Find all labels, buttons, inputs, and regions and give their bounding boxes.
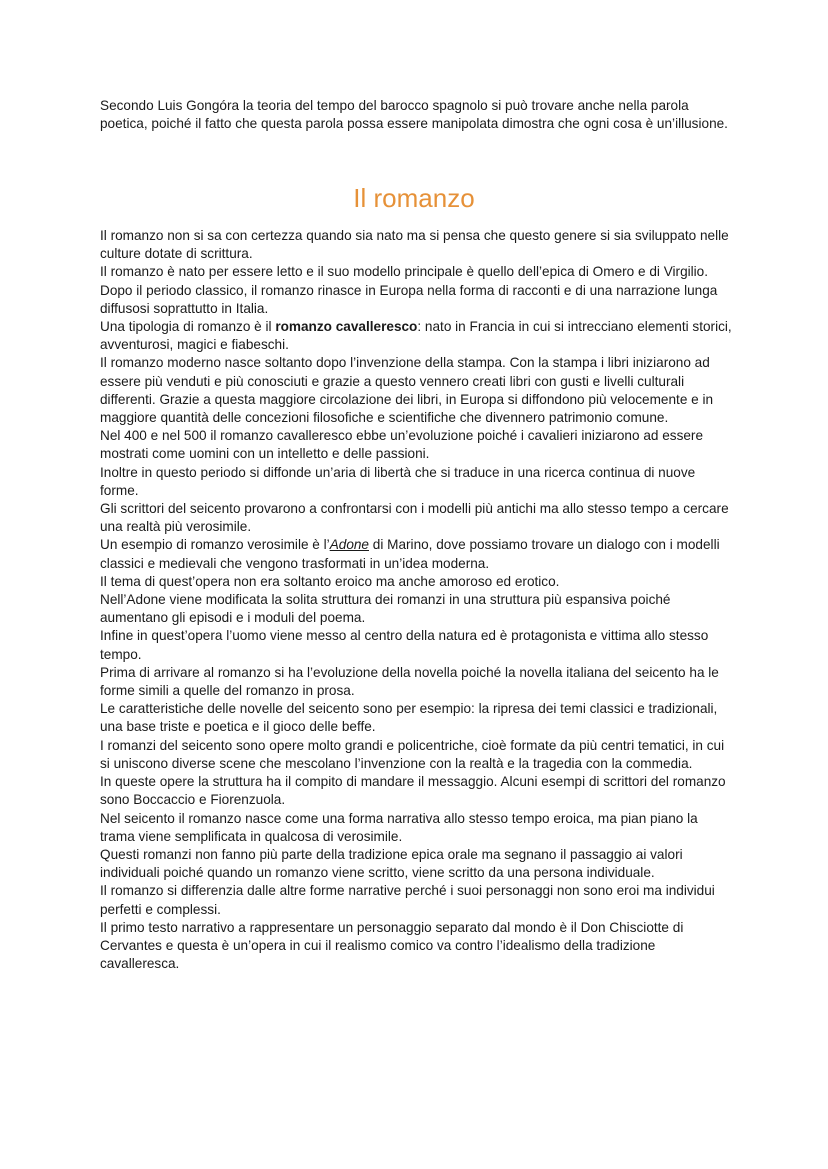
- section-title: Il romanzo: [353, 183, 475, 213]
- paragraph: Il romanzo non si sa con certezza quando sia nato ma si pensa che questo genere si sia sviluppato nelle culture dotate di scrittura.: [100, 228, 729, 262]
- intro-paragraph: Secondo Luis Gongóra la teoria del tempo del barocco spagnolo si può trovare anche nella parola poetica, poiché il fatto che questa parola possa essere manipolata dimostra che ogni cosa è un’illusione.: [100, 98, 728, 132]
- paragraph-text: Una tipologia di romanzo è il: [100, 319, 276, 335]
- paragraph: Nel seicento il romanzo nasce come una forma narrativa allo stesso tempo eroica, ma pian piano la trama viene semplificata in qualcosa di verosimile.: [100, 810, 698, 844]
- paragraph: Gli scrittori del seicento provarono a confrontarsi con i modelli più antichi ma allo stesso tempo a cercare una realtà più verosimile.: [100, 501, 729, 535]
- work-title: Adone: [329, 537, 369, 553]
- paragraph: Il romanzo è nato per essere letto e il suo modello principale è quello dell’epica di Omero e di Virgilio.: [100, 264, 709, 280]
- paragraph: Il tema di quest’opera non era soltanto eroico ma anche amoroso ed erotico.: [100, 573, 560, 589]
- paragraph: Le caratteristiche delle novelle del seicento sono per esempio: la ripresa dei temi classici e tradizionali, una base triste e poetica e il gioco delle beffe.: [100, 701, 718, 735]
- body-text: [100, 227, 732, 973]
- paragraph-romanzo-cavalleresco: [100, 318, 732, 354]
- paragraph: Nell’Adone viene modificata la solita struttura dei romanzi in una struttura più espansiva poiché aumentano gli episodi e i moduli del poema.: [100, 592, 671, 626]
- paragraph: Questi romanzi non fanno più parte della tradizione epica orale ma segnano il passaggio ai valori individuali poiché quando un romanzo viene scritto, viene scritto da una persona individuale.: [100, 846, 683, 881]
- paragraph: Infine in quest’opera l’uomo viene messo al centro della natura ed è protagonista e vittima allo stesso tempo.: [100, 628, 709, 662]
- paragraph: Il primo testo narrativo a rappresentare un personaggio separato dal mondo è il Don Chisciotte di Cervantes e questa è un’opera in cui il realismo comico va contro l’idealismo della tradizione cavalleresca.: [100, 919, 684, 972]
- paragraph: In queste opere la struttura ha il compito di mandare il messaggio. Alcuni esempi di scrittori del romanzo sono Boccaccio e Fiorenzuola.: [100, 774, 726, 808]
- paragraph-text: Un esempio di romanzo verosimile è l’: [100, 537, 330, 553]
- paragraph: Inoltre in questo periodo si diffonde un’aria di libertà che si traduce in una ricerca continua di nuove forme.: [100, 464, 696, 498]
- bold-term: romanzo cavalleresco: [275, 319, 418, 335]
- paragraph: Nel 400 e nel 500 il romanzo cavalleresco ebbe un’evoluzione poiché i cavalieri iniziarono ad essere mostrati come uomini con un intelletto e delle passioni.: [100, 428, 704, 462]
- paragraph-adone: [100, 536, 732, 572]
- paragraph-text: di Marino, dove possiamo trovare un dialogo con i modelli classici e medievali che vengono trasformati in un’idea moderna.: [100, 537, 720, 571]
- paragraph: Dopo il periodo classico, il romanzo rinasce in Europa nella forma di racconti e di una narrazione lunga diffusosi soprattutto in Italia.: [100, 282, 718, 316]
- paragraph: I romanzi del seicento sono opere molto grandi e policentriche, cioè formate da più centri tematici, in cui si uniscono diverse scene che mescolano l’invenzione con la realtà e la tragedia con la commedia.: [100, 737, 725, 771]
- paragraph-text: : nato in Francia in cui si intrecciano elementi storici, avventurosi, magici e fiabeschi.: [100, 319, 732, 353]
- paragraph: Il romanzo moderno nasce soltanto dopo l’invenzione della stampa. Con la stampa i libri iniziarono ad essere più venduti e più conosciuti e grazie a questo vennero creati libri con gusti e livelli culturali differenti. Grazie a questa maggiore circolazione dei libri, in Europa si diffondono più velocemente e in maggiore quantità delle concezioni filosofiche e scientifiche che divennero patrimonio comune.: [100, 355, 714, 426]
- paragraph: Il romanzo si differenzia dalle altre forme narrative perché i suoi personaggi non sono eroi ma individui perfetti e complessi.: [100, 883, 715, 917]
- paragraph: Prima di arrivare al romanzo si ha l’evoluzione della novella poiché la novella italiana del seicento ha le forme simili a quelle del romanzo in prosa.: [100, 664, 719, 699]
